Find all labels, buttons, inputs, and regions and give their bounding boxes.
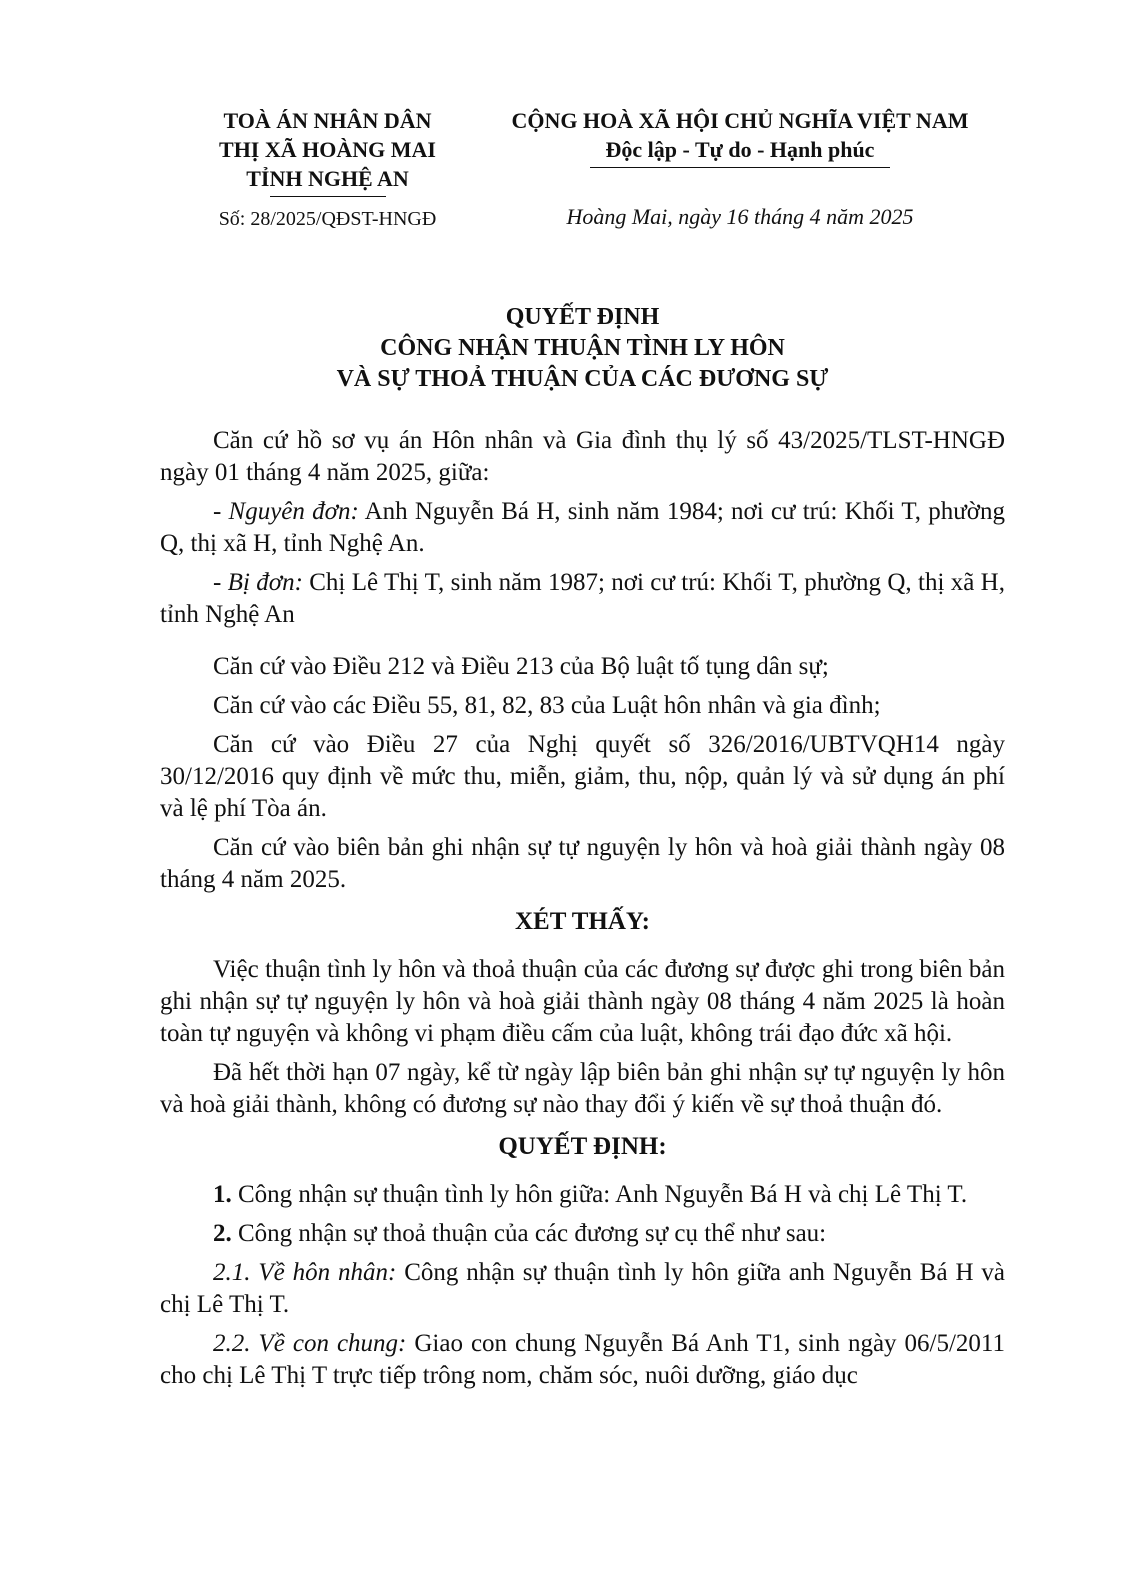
item1-number: 1. [213, 1181, 232, 1208]
motto-underline [590, 167, 890, 168]
item2-text: Công nhận sự thoả thuận của các đương sự cụ thể như sau: [231, 1220, 827, 1247]
defendant-label: - Bị đơn: [213, 569, 303, 596]
spacer [160, 638, 1005, 651]
court-name-line3: TỈNH NGHỆ AN [246, 166, 409, 191]
decision-heading: QUYẾT ĐỊNH: [498, 1133, 667, 1160]
title-line2: CÔNG NHẬN THUẬN TÌNH LY HÔN [380, 335, 785, 361]
court-header [175, 106, 480, 197]
decision-item-2-1 [160, 1257, 1005, 1321]
basis-civil-procedure: Căn cứ vào Điều 212 và Điều 213 của Bộ luật tố tụng dân sự; [213, 653, 829, 680]
basis-case-file: Căn cứ hồ sơ vụ án Hôn nhân và Gia đình thụ lý số 43/2025/TLST-HNGĐ ngày 01 tháng 4 năm 2025, giữa: [160, 427, 1005, 486]
title-line3: VÀ SỰ THOẢ THUẬN CỦA CÁC ĐƯƠNG SỰ [336, 366, 829, 392]
document-number: Số: 28/2025/QĐST-HNGĐ [218, 208, 437, 230]
national-header [480, 106, 1000, 168]
findings-heading: XÉT THẤY: [514, 908, 650, 935]
decision-item-1 [160, 1179, 1005, 1211]
plaintiff-label: - Nguyên đơn: [213, 498, 359, 525]
decision-item-2 [160, 1218, 1005, 1250]
basis-resolution: Căn cứ vào Điều 27 của Nghị quyết số 326/2016/UBTVQH14 ngày 30/12/2016 quy định về mức thu, miễn, giảm, thu, nộp, quản lý và sử dụng án phí và lệ phí Tòa án. [160, 731, 1005, 822]
document-title [160, 302, 1005, 395]
title-line1: QUYẾT ĐỊNH [505, 304, 660, 330]
decision-item-2-2 [160, 1328, 1005, 1392]
defendant-text: Chị Lê Thị T, sinh năm 1987; nơi cư trú: Khối T, phường Q, thị xã H, tỉnh Nghệ An [160, 569, 1005, 628]
basis-record: Căn cứ vào biên bản ghi nhận sự tự nguyện ly hôn và hoà giải thành ngày 08 tháng 4 năm 2025. [160, 834, 1005, 893]
country-name: CỘNG HOÀ XÃ HỘI CHỦ NGHĨA VIỆT NAM [511, 108, 969, 133]
item21-text: Công nhận sự thuận tình ly hôn giữa anh Nguyễn Bá H và chị Lê Thị T. [160, 1259, 1005, 1318]
court-name-line1: TOÀ ÁN NHÂN DÂN [223, 108, 432, 133]
document-body [160, 425, 1005, 1399]
national-motto: Độc lập - Tự do - Hạnh phúc [605, 137, 875, 162]
item1-text: Công nhận sự thuận tình ly hôn giữa: Anh Nguyễn Bá H và chị Lê Thị T. [231, 1181, 968, 1208]
basis-marriage-law: Căn cứ vào các Điều 55, 81, 82, 83 của Luật hôn nhân và gia đình; [213, 692, 881, 719]
court-name-line2: THỊ XÃ HOÀNG MAI [219, 137, 436, 162]
item21-label: 2.1. Về hôn nhân: [213, 1259, 397, 1286]
court-underline [270, 196, 386, 197]
basis-plaintiff [160, 496, 1005, 560]
findings-paragraph-1: Việc thuận tình ly hôn và thoả thuận của các đương sự được ghi trong biên bản ghi nhận sự tự nguyện ly hôn và hoà giải thành ngày 08 tháng 4 năm 2025 là hoàn toàn tự nguyện và không vi phạm điều cấm của luật, không trái đạo đức xã hội. [160, 956, 1005, 1047]
findings-paragraph-2: Đã hết thời hạn 07 ngày, kể từ ngày lập biên bản ghi nhận sự tự nguyện ly hôn và hoà giải thành, không có đương sự nào thay đổi ý kiến về sự thoả thuận đó. [160, 1059, 1005, 1118]
plaintiff-text: Anh Nguyễn Bá H, sinh năm 1984; nơi cư trú: Khối T, phường Q, thị xã H, tỉnh Nghệ An. [160, 498, 1005, 557]
item22-label: 2.2. Về con chung: [213, 1330, 407, 1357]
item22-text: Giao con chung Nguyễn Bá Anh T1, sinh ngày 06/5/2011 cho chị Lê Thị T trực tiếp trông nom, chăm sóc, nuôi dưỡng, giáo dục [160, 1330, 1005, 1389]
basis-defendant [160, 567, 1005, 631]
place-and-date: Hoàng Mai, ngày 16 tháng 4 năm 2025 [566, 204, 914, 229]
item2-number: 2. [213, 1220, 232, 1247]
